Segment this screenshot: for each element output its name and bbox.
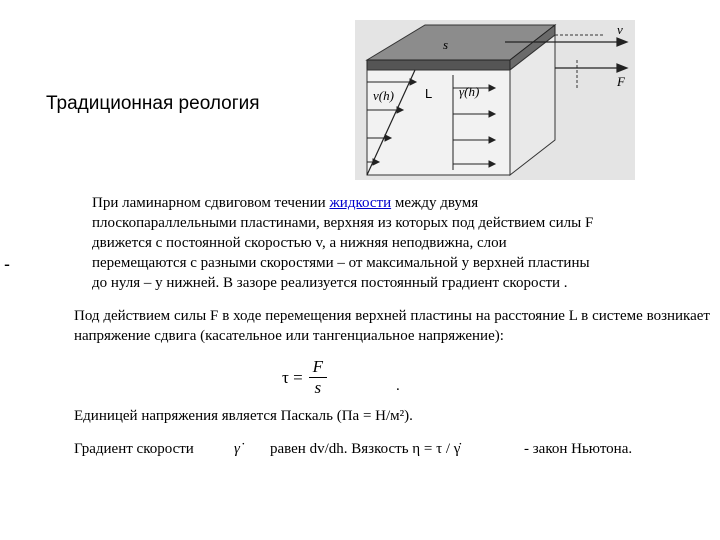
bullet-dash: - <box>4 254 10 274</box>
label-vh: v(h) <box>373 88 394 103</box>
slide-title: Традиционная реология <box>46 93 260 114</box>
newton-law-text: - закон Ньютона. <box>524 441 633 457</box>
p1-line4: перемещаются с разными скоростями – от максимальной у верхней пластины <box>92 255 590 271</box>
viscosity-text: равен dv/dh. Вязкость η = τ / γ̇ <box>270 441 461 457</box>
gamma-dot-symbol: γ̇ <box>234 441 240 457</box>
p1-line3: движется с постоянной скоростью v, а нижняя неподвижна, слои <box>92 235 507 251</box>
p1-line2: плоскопараллельными пластинами, верхняя из которых под действием силы F <box>92 215 594 231</box>
label-L: L <box>425 86 433 101</box>
grad-text: Градиент скорости <box>74 441 194 457</box>
p1-line1-start: При ламинарном сдвиговом течении <box>92 195 330 211</box>
p1-line5: до нуля – у нижней. В зазоре реализуется постоянный градиент скорости . <box>92 275 568 291</box>
shear-flow-diagram <box>355 20 635 180</box>
paragraph-shear-stress: Под действием силы F в ходе перемещения верхней пластины на расстояние L в системе возникает напряжение сдвига (касательное или тангенциальное напряжение): <box>74 308 710 344</box>
label-s: s <box>443 37 449 52</box>
top-plate-front <box>367 60 510 70</box>
units-line: Единицей напряжения является Паскаль (Па = Н/м²). <box>74 408 413 424</box>
paragraph-laminar-flow <box>92 193 712 293</box>
label-v: v <box>617 22 623 37</box>
shear-stress-formula <box>282 357 327 398</box>
label-F: F <box>617 74 625 89</box>
formula-lhs: τ = <box>282 367 303 387</box>
liquid-link[interactable]: жидкости <box>329 195 392 211</box>
formula-denominator: s <box>314 378 322 397</box>
label-gamma-h: γ̇(h) <box>459 84 480 99</box>
formula-period: . <box>396 378 400 394</box>
formula-numerator: F <box>309 357 327 378</box>
p1-line1-end: между двумя <box>391 195 479 211</box>
